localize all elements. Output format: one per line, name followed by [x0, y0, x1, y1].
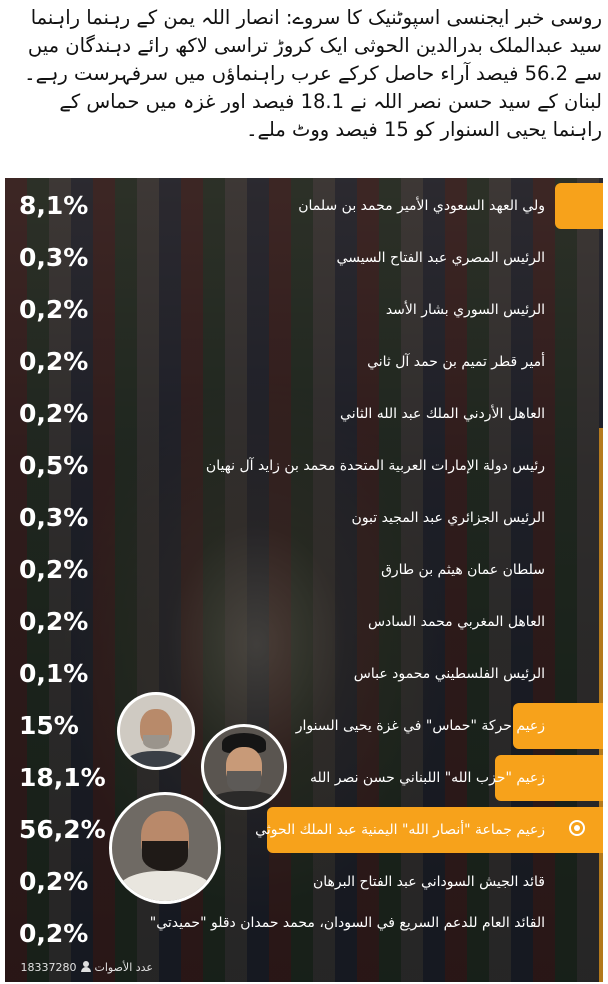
avatar-beard	[142, 841, 188, 871]
poll-option-label: العاهل المغربي محمد السادس	[367, 614, 545, 630]
poll-option-label: الرئيس المصري عبد الفتاح السيسي	[336, 250, 545, 266]
poll-option[interactable]	[5, 596, 603, 648]
poll-option[interactable]	[5, 284, 603, 336]
avatar-sinwar	[117, 692, 195, 770]
poll-option[interactable]	[5, 700, 603, 752]
poll-result-bar	[555, 183, 603, 229]
poll-option-percent: 0,3%	[19, 503, 89, 532]
poll-option-label: قائد الجيش السوداني عبد الفتاح البرهان	[312, 874, 545, 890]
avatar-body	[117, 871, 213, 904]
poll-option-selected[interactable]	[5, 804, 603, 856]
votes-label: عدد الأصوات	[94, 961, 153, 974]
poll-option[interactable]	[5, 544, 603, 596]
poll-option[interactable]	[5, 752, 603, 804]
poll-option-label: زعيم حركة "حماس" في غزة يحيى السنوار	[295, 718, 545, 734]
poll-option-percent: 0,2%	[19, 867, 89, 896]
poll-option-label: الرئيس الفلسطيني محمود عباس	[353, 666, 545, 682]
poll-option-percent: 0,2%	[19, 919, 89, 948]
poll-option[interactable]	[5, 388, 603, 440]
article-caption: روسی خبر ایجنسی اسپوٹنیک کا سروے: انصار اللہ یمن کے رہنما راہنما سید عبدالملک بدرالدین الحوثی ایک کروڑ تراسی لاکھ رائے دہندگان میں سے 56.2 فیصد آراء حاصل کرکے عرب راہنماؤں میں سرفہرست رہے۔ لبنان کے سید حسن نصر اللہ نے 18.1 فیصد اور غزہ میں حماس کے راہنما یحیی السنوار کو 15 فیصد ووٹ ملے۔	[24, 6, 602, 141]
poll-option-percent: 56,2%	[19, 815, 106, 844]
poll-option-label: القائد العام للدعم السريع في السودان، محمد حمدان دقلو "حميدتي"	[149, 915, 545, 931]
selected-radio-icon[interactable]	[569, 820, 585, 836]
poll-option-percent: 0,2%	[19, 555, 89, 584]
poll-option-percent: 15%	[19, 711, 79, 740]
avatar-beard	[227, 771, 261, 793]
avatar-beard	[143, 735, 169, 749]
poll-widget	[5, 178, 603, 982]
poll-option-percent: 0,2%	[19, 295, 89, 324]
poll-option[interactable]	[5, 908, 603, 960]
poll-option-percent: 0,1%	[19, 659, 89, 688]
avatar-houthi	[109, 792, 221, 904]
poll-option-label: أمير قطر تميم بن حمد آل ثاني	[367, 354, 545, 370]
poll-option-percent: 0,2%	[19, 607, 89, 636]
poll-option-label: سلطان عمان هيثم بن طارق	[381, 562, 545, 578]
poll-option-label: العاهل الأردني الملك عبد الله الثاني	[340, 406, 545, 422]
poll-option[interactable]	[5, 492, 603, 544]
avatar-nasrallah	[201, 724, 287, 810]
votes-counter	[21, 961, 154, 974]
user-icon	[81, 961, 91, 972]
poll-option-label: رئيس دولة الإمارات العربية المتحدة محمد بن زايد آل نهيان	[205, 458, 545, 474]
votes-count: 18337280	[20, 961, 77, 974]
poll-option-label: الرئيس السوري بشار الأسد	[385, 302, 545, 318]
poll-option[interactable]	[5, 336, 603, 388]
poll-option-percent: 0,2%	[19, 399, 89, 428]
poll-option-label: زعيم جماعة "أنصار الله" اليمنية عبد الملك الحوثي	[255, 822, 545, 838]
poll-option-label: الرئيس الجزائري عبد المجيد تبون	[351, 510, 545, 526]
poll-option-percent: 0,5%	[19, 451, 89, 480]
poll-option[interactable]	[5, 440, 603, 492]
poll-option-percent: 0,3%	[19, 243, 89, 272]
radio-dot	[574, 825, 580, 831]
poll-option-percent: 18,1%	[19, 763, 106, 792]
poll-option[interactable]	[5, 180, 603, 232]
poll-option[interactable]	[5, 232, 603, 284]
poll-option-percent: 8,1%	[19, 191, 89, 220]
poll-option[interactable]	[5, 856, 603, 908]
poll-option-percent: 0,2%	[19, 347, 89, 376]
poll-option-label: زعيم "حزب الله" اللبناني حسن نصر الله	[309, 770, 545, 786]
poll-option[interactable]	[5, 648, 603, 700]
poll-option-label: ولي العهد السعودي الأمير محمد بن سلمان	[298, 198, 545, 214]
